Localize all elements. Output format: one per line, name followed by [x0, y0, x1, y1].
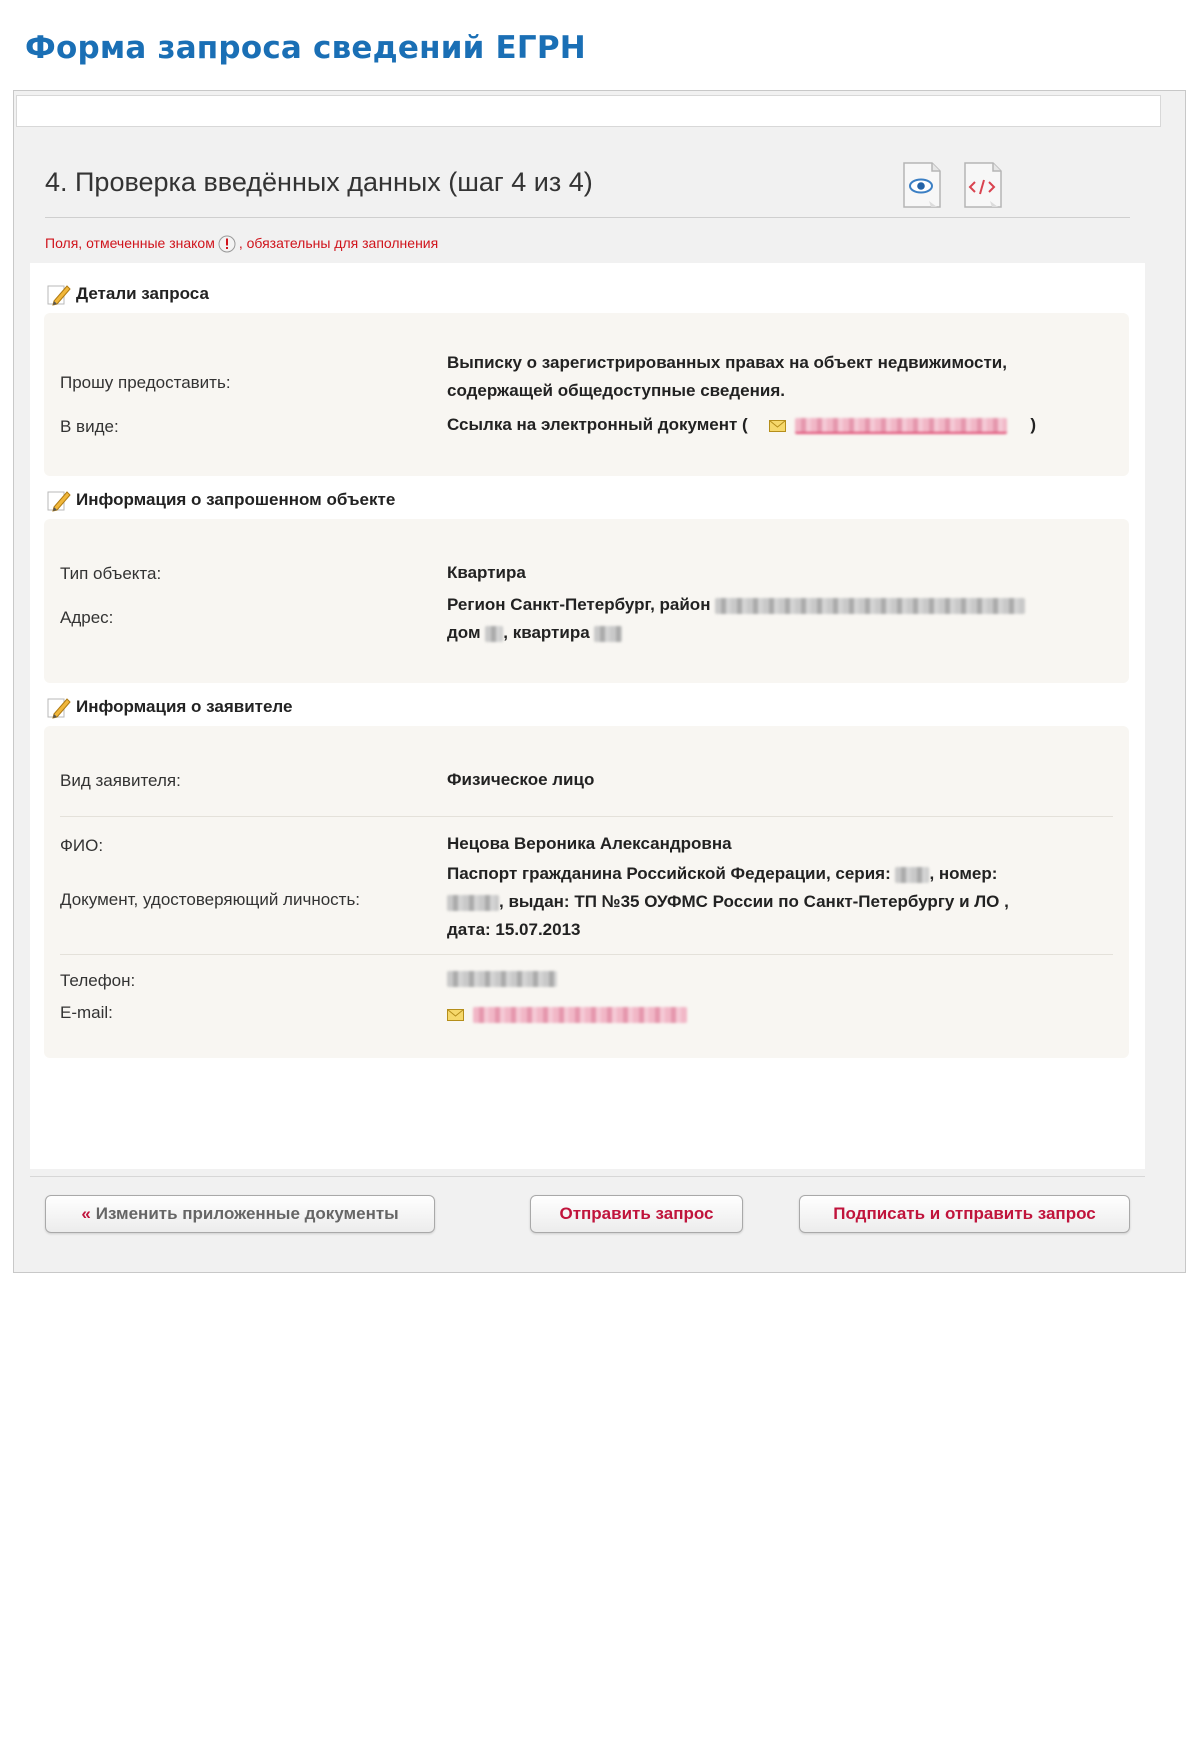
row-divider	[60, 816, 1113, 817]
sign-and-send-label: Подписать и отправить запрос	[833, 1204, 1096, 1223]
object-info-box	[44, 519, 1129, 683]
buttons-divider	[30, 1176, 1145, 1177]
row-divider	[60, 954, 1113, 955]
email-label: E-mail:	[60, 1003, 113, 1022]
title-divider	[45, 217, 1130, 218]
form-frame	[13, 90, 1186, 1273]
provide-label: Прошу предоставить:	[60, 373, 231, 392]
doc-line2: , выдан: ТП №35 ОУФМС России по Санкт-Петербургу и ЛО ,	[499, 892, 1009, 911]
object-type-value: Квартира	[447, 563, 526, 582]
redacted-district	[715, 598, 1025, 614]
redacted-passport-series	[895, 867, 929, 883]
pencil-icon	[46, 487, 72, 513]
send-request-label: Отправить запрос	[559, 1204, 714, 1223]
pencil-icon	[46, 694, 72, 720]
object-type-label: Тип объекта:	[60, 564, 162, 583]
redacted-email[interactable]	[473, 1007, 687, 1023]
eye-document-icon[interactable]	[901, 161, 943, 211]
redacted-email-link[interactable]	[795, 418, 1007, 434]
provide-value	[447, 349, 1087, 405]
redacted-flat	[594, 626, 622, 642]
envelope-icon	[769, 420, 786, 432]
section-request-details	[46, 281, 209, 307]
required-note	[45, 233, 438, 253]
section-request-title: Детали запроса	[76, 284, 209, 303]
applicant-kind-value: Физическое лицо	[447, 770, 595, 789]
required-mark-icon	[217, 233, 237, 253]
change-documents-button[interactable]	[45, 1195, 435, 1233]
section-applicant-title: Информация о заявителе	[76, 697, 293, 716]
redacted-passport-number	[447, 895, 499, 911]
fio-value: Нецова Вероника Александровна	[447, 834, 732, 853]
code-document-icon[interactable]	[962, 161, 1004, 211]
id-document-value	[447, 860, 1107, 944]
request-details-box	[44, 313, 1129, 476]
address-house-label: дом	[447, 623, 481, 642]
required-note-text-before: Поля, отмеченные знаком	[45, 235, 215, 251]
section-object-title: Информация о запрошенном объекте	[76, 490, 396, 509]
sign-and-send-button[interactable]	[799, 1195, 1130, 1233]
address-line1: Регион Санкт-Петербург, район	[447, 595, 711, 614]
section-object-info	[46, 487, 395, 513]
fio-label: ФИО:	[60, 836, 104, 855]
address-value	[447, 591, 1087, 647]
send-request-button[interactable]	[530, 1195, 743, 1233]
id-document-label: Документ, удостоверяющий личность:	[60, 890, 361, 909]
address-flat-label: , квартира	[503, 623, 590, 642]
doc-line1-suffix: , номер:	[929, 864, 998, 883]
required-note-text-after: , обязательны для заполнения	[238, 235, 439, 251]
page-title: Форма запроса сведений ЕГРН	[25, 30, 586, 66]
form-label: В виде:	[60, 417, 119, 436]
doc-line3: дата: 15.07.2013	[447, 920, 581, 939]
section-applicant-info	[46, 694, 292, 720]
form-value	[447, 411, 1107, 439]
form-value-suffix: )	[1030, 415, 1037, 434]
phone-label: Телефон:	[60, 971, 136, 990]
provide-value-line2: содержащей общедоступные сведения.	[447, 381, 785, 400]
step-title: 4. Проверка введённых данных (шаг 4 из 4)	[45, 167, 593, 197]
redacted-house	[485, 626, 503, 642]
provide-value-line1: Выписку о зарегистрированных правах на объект недвижимости,	[447, 353, 1007, 372]
review-content	[30, 263, 1145, 1169]
phone-value	[447, 964, 1087, 992]
form-value-prefix: Ссылка на электронный документ (	[447, 415, 748, 434]
double-chevron-left-icon: «	[81, 1204, 91, 1223]
envelope-icon	[447, 1009, 464, 1021]
applicant-info-box	[44, 726, 1129, 1058]
applicant-kind-label: Вид заявителя:	[60, 771, 181, 790]
address-label: Адрес:	[60, 608, 114, 627]
pencil-icon	[46, 281, 72, 307]
top-bar	[16, 95, 1161, 127]
change-documents-label: Изменить приложенные документы	[95, 1204, 399, 1223]
email-value	[447, 1000, 1087, 1028]
redacted-phone	[447, 971, 557, 987]
doc-line1-prefix: Паспорт гражданина Российской Федерации, серия:	[447, 864, 891, 883]
